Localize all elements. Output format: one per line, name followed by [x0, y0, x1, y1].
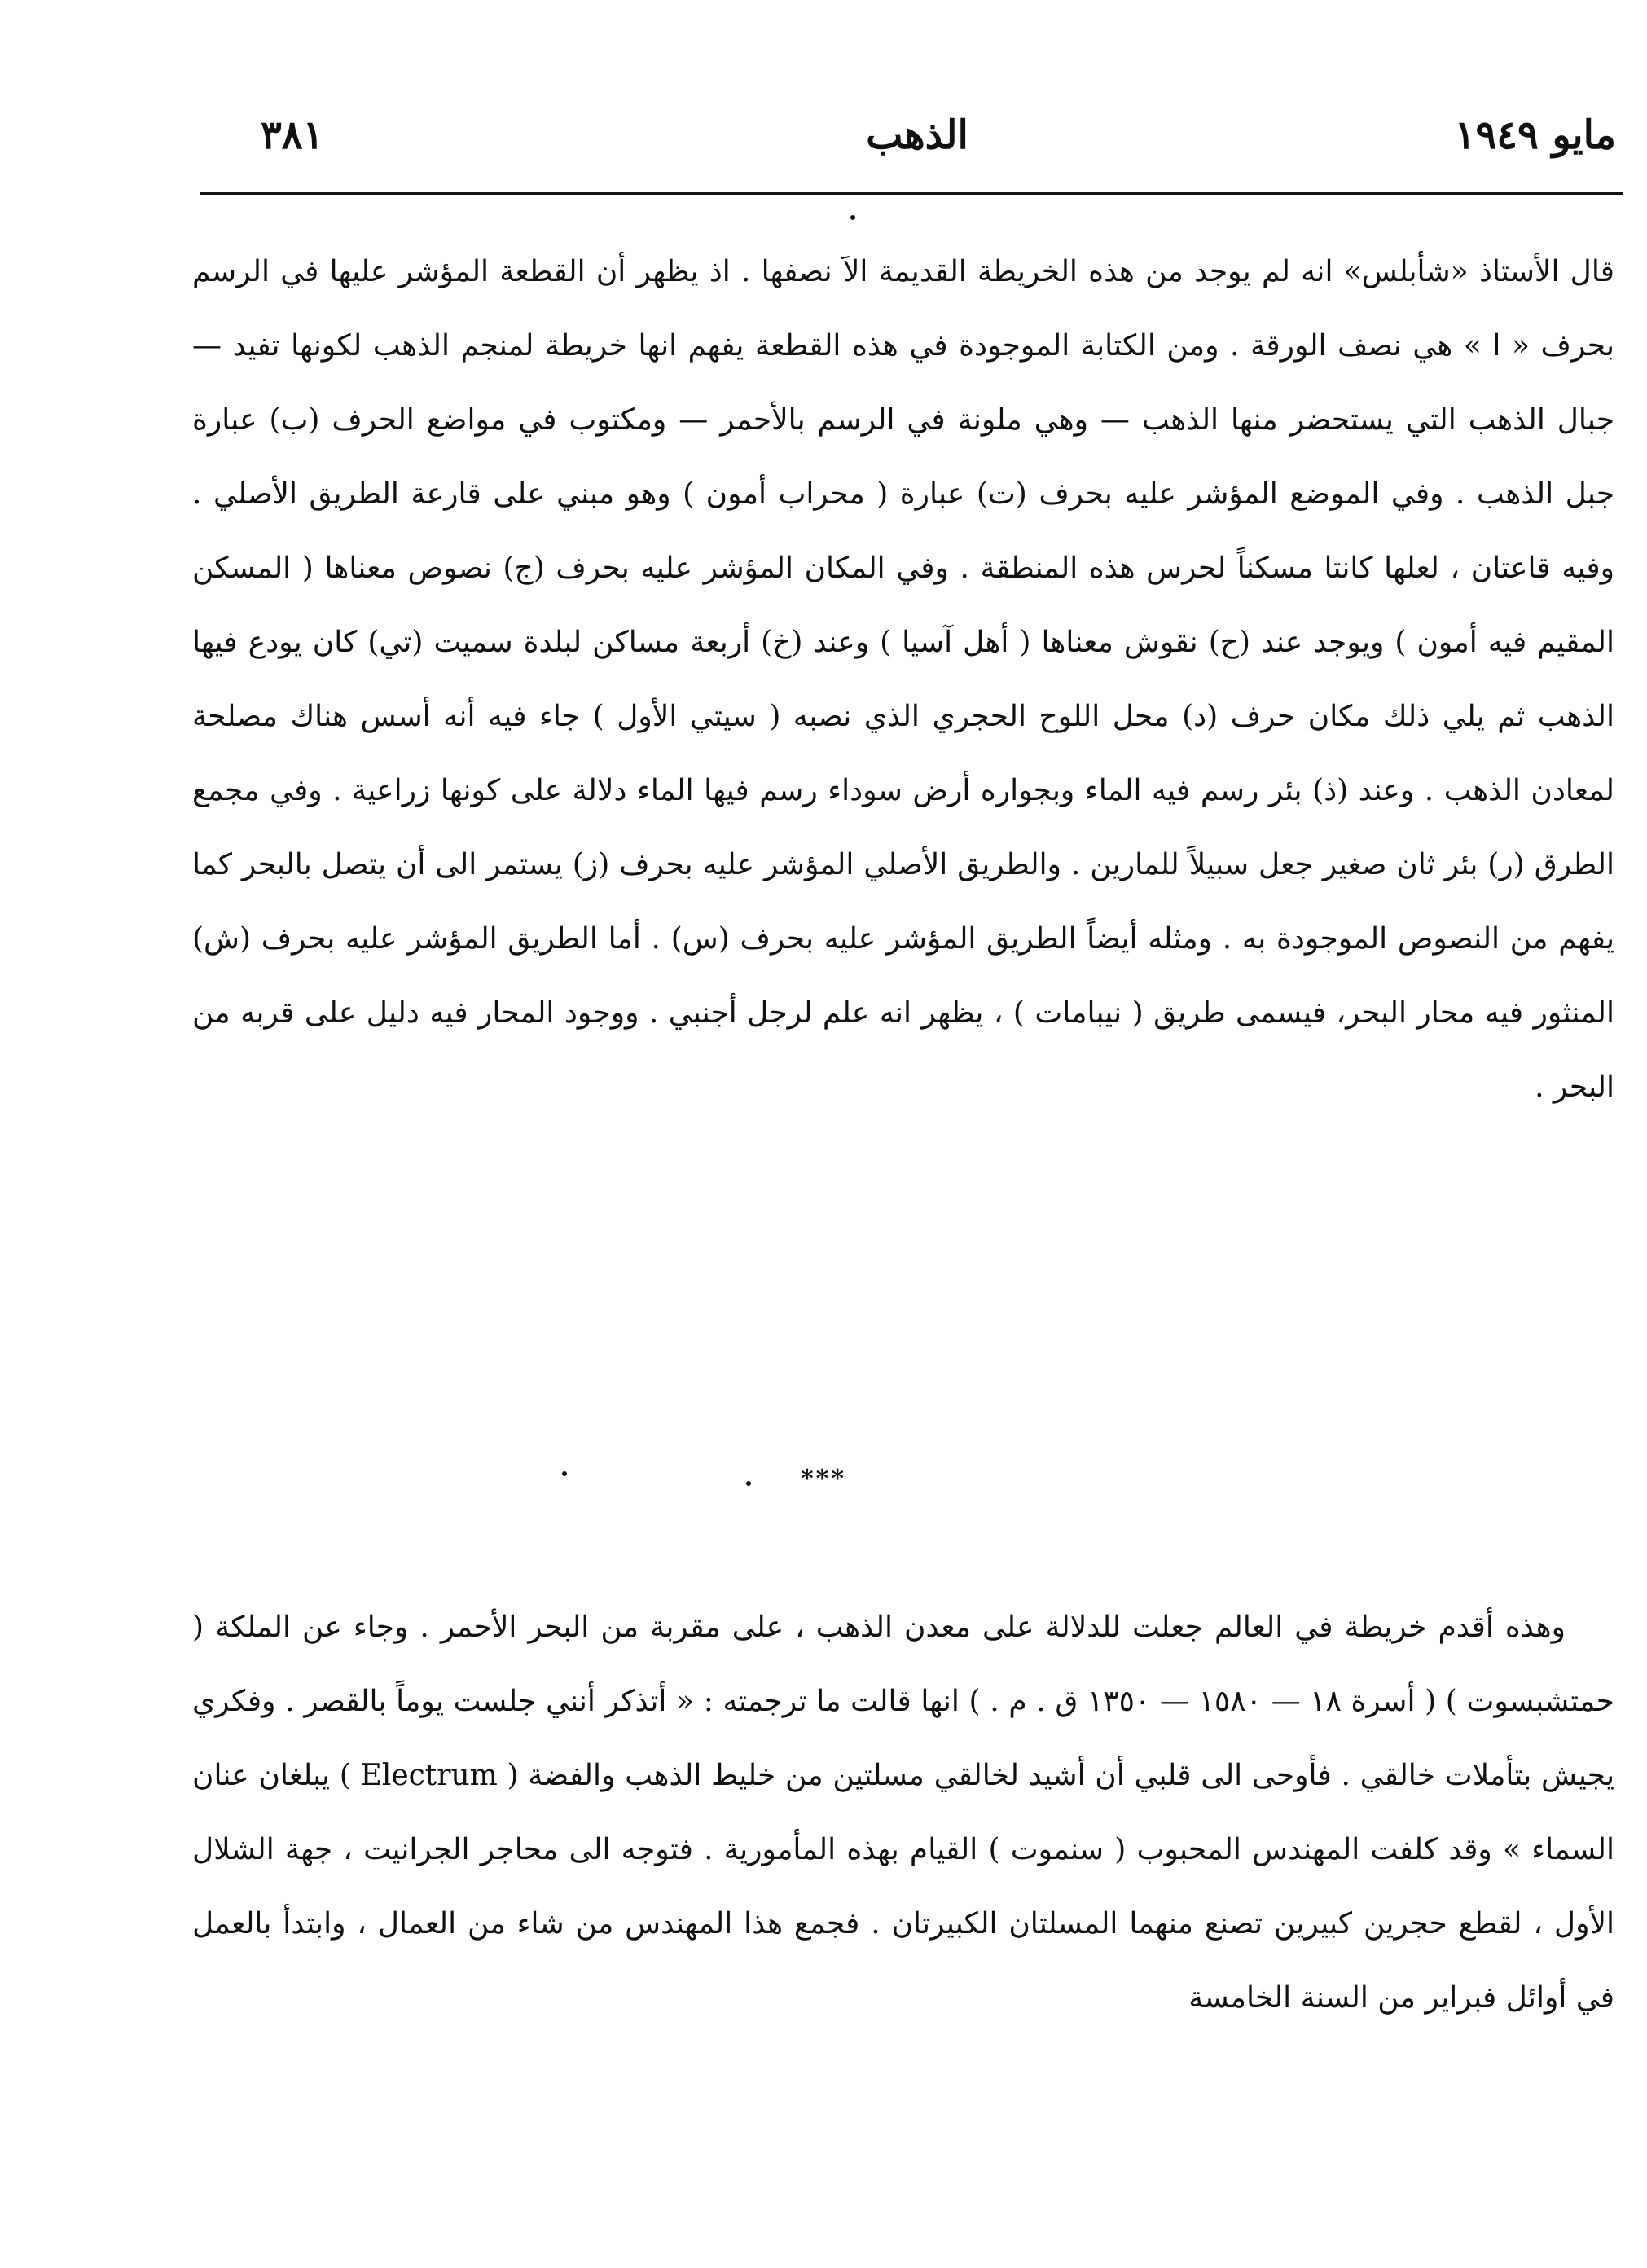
header-rule [200, 192, 1623, 195]
header-date: مايو ١٩٤٩ [1454, 112, 1616, 158]
page-header [195, 112, 1639, 169]
paragraph-map-description: قال الأستاذ «شأبلس» انه لم يوجد من هذه الخريطة القديمة الاَ نصفها . اذ يظهر أن القطعة المؤشر عليها في الرسم بحرف « ا » هي نصف الورقة . ومن الكتابة الموجودة في هذه القطعة يفهم انها خريطة لمنجم الذهب لكونها تفيد — جبال الذهب التي يستحضر منها الذهب — وهي ملونة في الرسم بالأحمر — ومكتوب في مواضع الحرف (ب) عبارة جبل الذهب . وفي الموضع المؤشر عليه بحرف (ت) عبارة ( محراب أمون ) وهو مبني على قارعة الطريق الأصلي . وفيه قاعتان ، لعلها كانتا مسكناً لحرس هذه المنطقة . وفي المكان المؤشر عليه بحرف (ج) نصوص معناها ( المسكن المقيم فيه أمون ) ويوجد عند (ح) نقوش معناها ( أهل آسيا ) وعند (خ) أربعة مساكن لبلدة سميت (تي) كان يودع فيها الذهب ثم يلي ذلك مكان حرف (د) محل اللوح الحجري الذي نصبه ( سيتي الأول ) جاء فيه أنه أسس هناك مصلحة لمعادن الذهب . وعند (ذ) بئر رسم فيه الماء وبجواره أرض سوداء رسم فيها الماء دلالة على كونها زراعية . وفي مجمع الطرق (ر) بئر ثان صغير جعل سبيلاً للمارين . والطريق الأصلي المؤشر عليه بحرف (ز) يستمر الى أن يتصل بالبحر كما يفهم من النصوص الموجودة به . ومثله أيضاً الطريق المؤشر عليه بحرف (س) . أما الطريق المؤشر عليه بحرف (ش) المنثور فيه محار البحر، فيسمى طريق ( نيبامات ) ، يظهر انه علم لرجل أجنبي . ووجود المحار فيه دليل على قربه من البحر . [192, 255, 1614, 1104]
section-separator: *** [800, 1465, 847, 1493]
article-body-bottom [192, 1590, 1614, 2266]
article-body-top [192, 235, 1614, 1432]
paragraph-hatshepsut: وهذه أقدم خريطة في العالم جعلت للدلالة على معدن الذهب ، على مقربة من البحر الأحمر . وجاء عن الملكة ( حمتشبسوت ) ( أسرة ١٨ — ١٥٨٠ — ١٣٥٠ ق . م . ) انها قالت ما ترجمته : « أتذكر أنني جلست يوماً بالقصر . وفكري يجيش بتأملات خالقي . فأوحى الى قلبي أن أشيد لخالقي مسلتين من خليط الذهب والفضة ( Electrum ) يبلغان عنان السماء » وقد كلفت المهندس المحبوب ( سنموت ) القيام بهذه المأمورية . فتوجه الى محاجر الجرانيت ، جهة الشلال الأول ، لقطع حجرين كبيرين تصنع منهما المسلتان الكبيرتان . فجمع هذا المهندس من شاء من العمال ، وابتدأ بالعمل في أوائل فبراير من السنة الخامسة [192, 1611, 1614, 2015]
speck-mark [850, 215, 855, 220]
header-title: الذهب [866, 112, 968, 158]
page-number: ٣٨١ [261, 112, 324, 158]
